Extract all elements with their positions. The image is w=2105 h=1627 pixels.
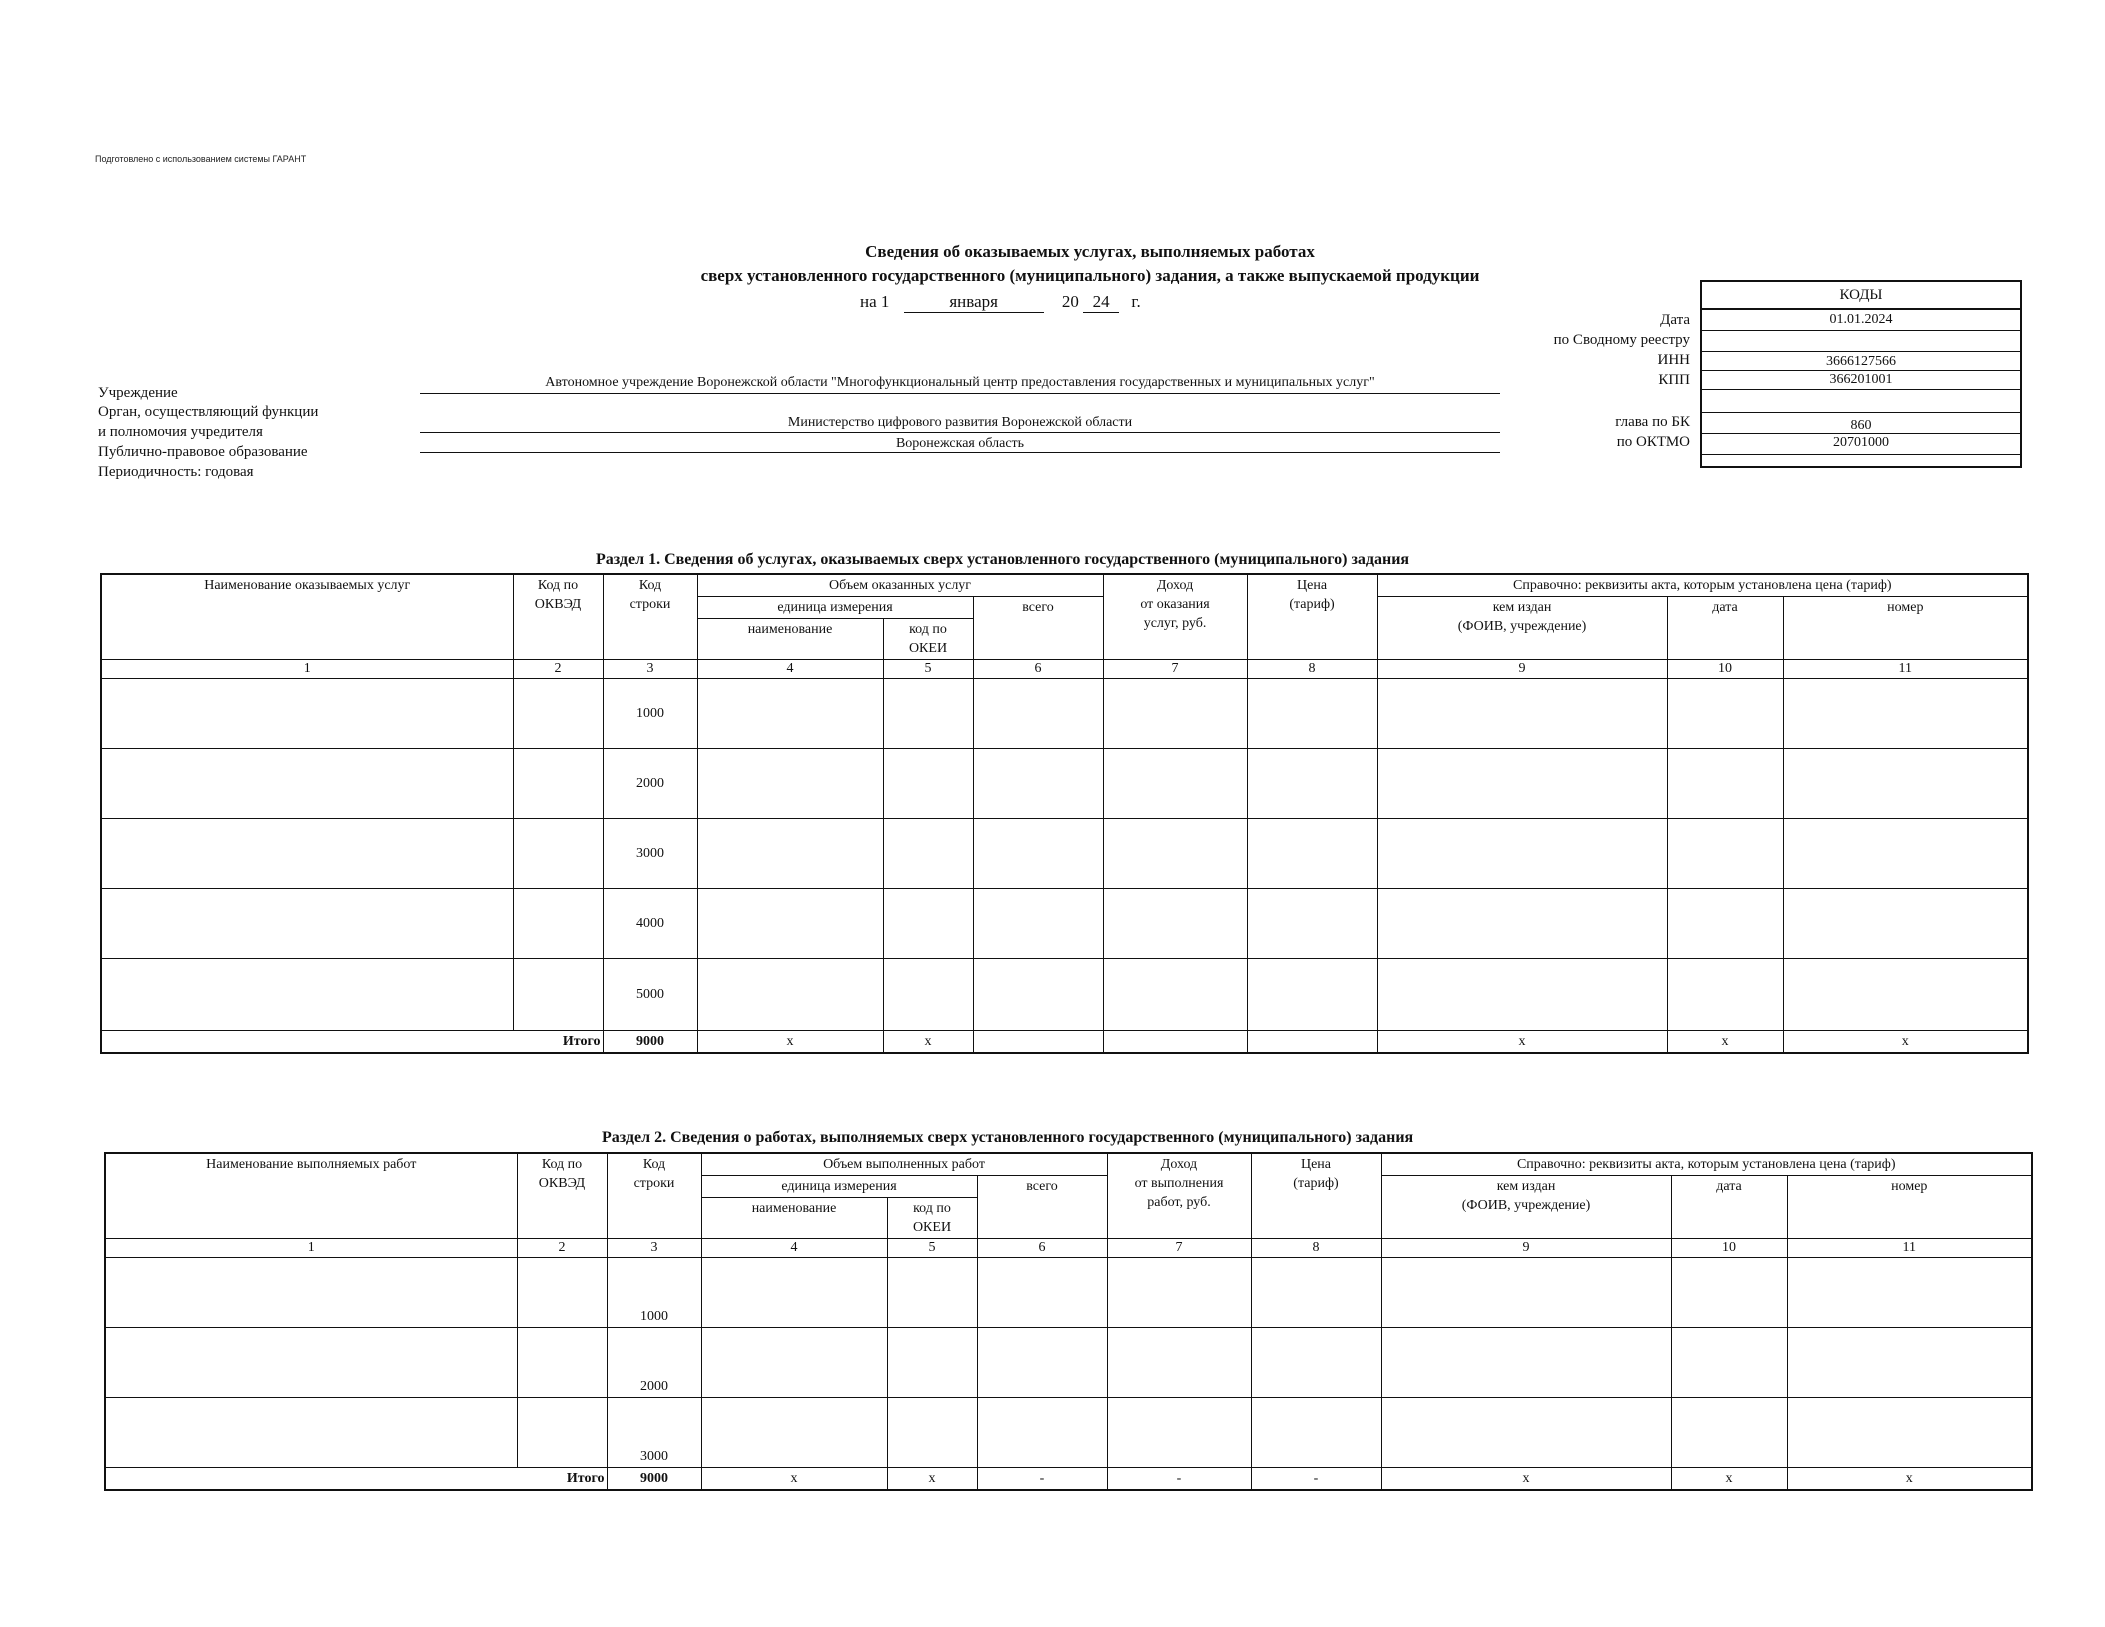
s1-r1-c11[interactable] — [1783, 679, 2028, 749]
report-date-line — [860, 292, 1141, 313]
s2-r3-c10[interactable] — [1671, 1398, 1787, 1468]
s1-col-number: номер — [1783, 597, 2028, 660]
institution-underline — [420, 393, 1500, 394]
s1-r4-c11[interactable] — [1783, 889, 2028, 959]
s2-col-okved — [517, 1153, 607, 1239]
s1-r1-code: 1000 — [603, 679, 697, 749]
oktmo-label: по ОКТМО — [1616, 434, 1690, 450]
s2-col-price-2: (тариф) — [1293, 1176, 1339, 1191]
bk-label: глава по БК — [1615, 414, 1690, 430]
s2-r3-c7[interactable] — [1107, 1398, 1251, 1468]
s1-col-issuer — [1377, 597, 1667, 660]
s2-r1-name[interactable] — [105, 1258, 517, 1328]
s2-num-8: 8 — [1251, 1239, 1381, 1258]
s1-r2-c7[interactable] — [1103, 749, 1247, 819]
s2-r3-c6[interactable] — [977, 1398, 1107, 1468]
codes-date: 01.01.2024 — [1702, 310, 2020, 331]
s2-r2-okved[interactable] — [517, 1328, 607, 1398]
institution-value: Автономное учреждение Воронежской области "Многофункциональный центр предоставления государственных и муниципальных услуг" — [545, 375, 1375, 390]
s1-r5-c11[interactable] — [1783, 959, 2028, 1031]
s1-total-c9: x — [1377, 1031, 1667, 1054]
s2-col-okved-1: Код по — [541, 1157, 583, 1172]
s2-r1-c11[interactable] — [1787, 1258, 2032, 1328]
s2-num-1: 1 — [105, 1239, 517, 1258]
s2-r1-c5[interactable] — [887, 1258, 977, 1328]
s2-r2-code: 2000 — [607, 1328, 701, 1398]
s1-col-okved-2: ОКВЭД — [534, 597, 582, 612]
municipality-label: Публично-правовое образование — [98, 444, 308, 460]
garant-note: Подготовлено с использованием системы ГАРАНТ — [95, 154, 307, 164]
s2-total-c8: - — [1251, 1468, 1381, 1491]
s1-col-issuer-1: кем издан — [1492, 600, 1552, 615]
s1-col-okved — [513, 574, 603, 660]
periodicity-label: Периодичность: годовая — [98, 464, 254, 480]
date-label: Дата — [1660, 312, 1690, 328]
s1-r4-c6[interactable] — [973, 889, 1103, 959]
date-month: января — [904, 292, 1044, 313]
s1-col-unit: единица измерения — [697, 597, 973, 619]
s2-total-c6: - — [977, 1468, 1107, 1491]
s2-r1-c10[interactable] — [1671, 1258, 1787, 1328]
s1-r2-code: 2000 — [603, 749, 697, 819]
s2-total-c10: x — [1671, 1468, 1787, 1491]
s1-r1-c9[interactable] — [1377, 679, 1667, 749]
s1-number-row — [101, 660, 2028, 679]
s1-r5-c4[interactable] — [697, 959, 883, 1031]
s2-col-okei-2: ОКЕИ — [912, 1220, 952, 1235]
s2-num-7: 7 — [1107, 1239, 1251, 1258]
s2-col-price — [1251, 1153, 1381, 1239]
s2-num-10: 10 — [1671, 1239, 1787, 1258]
s1-r4-name[interactable] — [101, 889, 513, 959]
s1-r2-c5[interactable] — [883, 749, 973, 819]
s2-r1-c4[interactable] — [701, 1258, 887, 1328]
s1-r3-okved[interactable] — [513, 819, 603, 889]
s2-num-2: 2 — [517, 1239, 607, 1258]
s1-r1-c8[interactable] — [1247, 679, 1377, 749]
s2-num-9: 9 — [1381, 1239, 1671, 1258]
s2-col-ref: Справочно: реквизиты акта, которым установлена цена (тариф) — [1381, 1153, 2032, 1176]
s1-r2-c9[interactable] — [1377, 749, 1667, 819]
s2-r2-c7[interactable] — [1107, 1328, 1251, 1398]
s1-total-c6 — [973, 1031, 1103, 1054]
page-title-line2: сверх установленного государственного (муниципального) задания, а также выпускаемой продукции — [700, 266, 1480, 285]
s1-r5-code: 5000 — [603, 959, 697, 1031]
codes-empty — [1702, 390, 2020, 413]
s1-r5-name[interactable] — [101, 959, 513, 1031]
s2-col-unit-name: наименование — [701, 1198, 887, 1239]
section1-table — [100, 573, 2029, 1054]
s1-num-3: 3 — [603, 660, 697, 679]
s1-col-income-3: услуг, руб. — [1143, 616, 1207, 631]
codes-inn: 3666127566 — [1702, 352, 2020, 371]
s2-number-row — [105, 1239, 2032, 1258]
s2-total-c4: x — [701, 1468, 887, 1491]
s2-total-c7: - — [1107, 1468, 1251, 1491]
table-row — [105, 1398, 2032, 1468]
s2-col-income — [1107, 1153, 1251, 1239]
s1-r5-c9[interactable] — [1377, 959, 1667, 1031]
s1-r1-c10[interactable] — [1667, 679, 1783, 749]
s1-r4-c4[interactable] — [697, 889, 883, 959]
s1-r1-okved[interactable] — [513, 679, 603, 749]
s1-r5-c10[interactable] — [1667, 959, 1783, 1031]
s1-r2-c8[interactable] — [1247, 749, 1377, 819]
s2-total-label: Итого — [105, 1468, 607, 1491]
s1-header-row-1 — [101, 574, 2028, 597]
s1-total-c7 — [1103, 1031, 1247, 1054]
table-row — [101, 819, 2028, 889]
codes-bk: 860 — [1702, 413, 2020, 434]
s1-r3-c11[interactable] — [1783, 819, 2028, 889]
s2-r2-c10[interactable] — [1671, 1328, 1787, 1398]
municipality-value: Воронежская область — [895, 436, 1025, 451]
s1-r2-c10[interactable] — [1667, 749, 1783, 819]
s2-r1-code: 1000 — [607, 1258, 701, 1328]
s2-r1-okved[interactable] — [517, 1258, 607, 1328]
date-year-suffix: 24 — [1083, 292, 1119, 313]
s1-col-okved-1: Код по — [537, 578, 579, 593]
s1-col-name: Наименование оказываемых услуг — [101, 574, 513, 660]
s2-col-okei-1: код по — [913, 1201, 951, 1216]
s1-r3-c4[interactable] — [697, 819, 883, 889]
s2-r1-c7[interactable] — [1107, 1258, 1251, 1328]
date-year-prefix: 20 — [1061, 292, 1079, 311]
s1-total-code: 9000 — [603, 1031, 697, 1054]
s1-num-5: 5 — [883, 660, 973, 679]
s1-col-price-1: Цена — [1297, 578, 1328, 593]
s1-r3-c10[interactable] — [1667, 819, 1783, 889]
institution-label: Учреждение — [98, 385, 178, 401]
s1-r1-c6[interactable] — [973, 679, 1103, 749]
s1-num-4: 4 — [697, 660, 883, 679]
s2-r2-c4[interactable] — [701, 1328, 887, 1398]
s2-num-4: 4 — [701, 1239, 887, 1258]
s2-col-issuer — [1381, 1176, 1671, 1239]
s1-r3-c6[interactable] — [973, 819, 1103, 889]
s1-num-8: 8 — [1247, 660, 1377, 679]
table-row — [101, 959, 2028, 1031]
s1-col-income-2: от оказания — [1140, 597, 1210, 612]
s2-total-c9: x — [1381, 1468, 1671, 1491]
table-row — [101, 749, 2028, 819]
s2-num-3: 3 — [607, 1239, 701, 1258]
s2-r2-c9[interactable] — [1381, 1328, 1671, 1398]
kpp-label: КПП — [1658, 372, 1690, 388]
s2-total-c5: x — [887, 1468, 977, 1491]
s1-r3-c7[interactable] — [1103, 819, 1247, 889]
s1-r5-c6[interactable] — [973, 959, 1103, 1031]
s2-num-6: 6 — [977, 1239, 1107, 1258]
s1-col-income-1: Доход — [1156, 578, 1194, 593]
s1-r2-c6[interactable] — [973, 749, 1103, 819]
s2-r1-c6[interactable] — [977, 1258, 1107, 1328]
codes-header: КОДЫ — [1702, 282, 2020, 310]
s1-r1-c4[interactable] — [697, 679, 883, 749]
section2-title: Раздел 2. Сведения о работах, выполняемых сверх установленного государственного (муниципального) задания — [602, 1129, 1414, 1146]
founder-label-2: и полномочия учредителя — [98, 424, 263, 440]
s2-col-unit: единица измерения — [701, 1176, 977, 1198]
s1-col-issuer-2: (ФОИВ, учреждение) — [1457, 619, 1587, 634]
s1-total-c5: x — [883, 1031, 973, 1054]
table-row — [101, 889, 2028, 959]
s1-num-1: 1 — [101, 660, 513, 679]
codes-registry — [1702, 331, 2020, 352]
s2-r3-c9[interactable] — [1381, 1398, 1671, 1468]
s1-num-9: 9 — [1377, 660, 1667, 679]
s1-r5-okved[interactable] — [513, 959, 603, 1031]
s1-num-11: 11 — [1783, 660, 2028, 679]
s1-r2-okved[interactable] — [513, 749, 603, 819]
s2-r3-c8[interactable] — [1251, 1398, 1381, 1468]
section1-title: Раздел 1. Сведения об услугах, оказываемых сверх установленного государственного (муниципального) задания — [596, 551, 1410, 568]
s1-col-line — [603, 574, 697, 660]
s1-col-okei-1: код по — [909, 622, 947, 637]
s2-num-5: 5 — [887, 1239, 977, 1258]
s1-num-6: 6 — [973, 660, 1103, 679]
s2-col-issuer-1: кем издан — [1496, 1179, 1556, 1194]
s2-r3-code: 3000 — [607, 1398, 701, 1468]
s1-num-10: 10 — [1667, 660, 1783, 679]
s1-col-ref: Справочно: реквизиты акта, которым установлена цена (тариф) — [1377, 574, 2028, 597]
s2-r2-c11[interactable] — [1787, 1328, 2032, 1398]
registry-label: по Сводному реестру — [1553, 332, 1690, 348]
inn-label: ИНН — [1657, 352, 1690, 368]
s2-r2-c8[interactable] — [1251, 1328, 1381, 1398]
s1-col-price-2: (тариф) — [1289, 597, 1335, 612]
s1-total-c4: x — [697, 1031, 883, 1054]
s2-r3-okved[interactable] — [517, 1398, 607, 1468]
s1-r3-c9[interactable] — [1377, 819, 1667, 889]
s2-col-line — [607, 1153, 701, 1239]
s1-total-row — [101, 1031, 2028, 1054]
table-row — [105, 1258, 2032, 1328]
s1-r5-c7[interactable] — [1103, 959, 1247, 1031]
s1-col-date: дата — [1667, 597, 1783, 660]
s1-r4-c10[interactable] — [1667, 889, 1783, 959]
s1-r3-c5[interactable] — [883, 819, 973, 889]
s1-col-volume: Объем оказанных услуг — [697, 574, 1103, 597]
s2-col-date: дата — [1671, 1176, 1787, 1239]
founder-value: Министерство цифрового развития Воронежской области — [787, 415, 1133, 430]
s1-r4-c5[interactable] — [883, 889, 973, 959]
s2-col-total: всего — [977, 1176, 1107, 1239]
s1-col-income — [1103, 574, 1247, 660]
s1-r2-name[interactable] — [101, 749, 513, 819]
s1-col-okei-2: ОКЕИ — [908, 641, 948, 656]
date-prefix: на 1 — [860, 292, 890, 311]
s1-num-2: 2 — [513, 660, 603, 679]
s1-r4-c9[interactable] — [1377, 889, 1667, 959]
s1-total-c10: x — [1667, 1031, 1783, 1054]
s2-r1-c8[interactable] — [1251, 1258, 1381, 1328]
s1-r3-code: 3000 — [603, 819, 697, 889]
s2-r3-c11[interactable] — [1787, 1398, 2032, 1468]
s2-r3-c5[interactable] — [887, 1398, 977, 1468]
s2-col-income-2: от выполнения — [1134, 1176, 1224, 1191]
s2-r2-name[interactable] — [105, 1328, 517, 1398]
codes-oktmo: 20701000 — [1702, 434, 2020, 455]
founder-underline — [420, 432, 1500, 433]
s1-r4-c7[interactable] — [1103, 889, 1247, 959]
s2-r2-c5[interactable] — [887, 1328, 977, 1398]
s1-r5-c5[interactable] — [883, 959, 973, 1031]
section2-table — [104, 1152, 2033, 1491]
s2-total-c11: x — [1787, 1468, 2032, 1491]
s2-total-row — [105, 1468, 2032, 1491]
date-suffix: г. — [1131, 292, 1141, 311]
s1-r5-c8[interactable] — [1247, 959, 1377, 1031]
s2-col-name: Наименование выполняемых работ — [105, 1153, 517, 1239]
s1-total-c11: x — [1783, 1031, 2028, 1054]
s1-total-label: Итого — [101, 1031, 603, 1054]
s2-col-line-2: строки — [633, 1176, 675, 1191]
municipality-underline — [420, 452, 1500, 453]
s1-r3-name[interactable] — [101, 819, 513, 889]
s1-r4-code: 4000 — [603, 889, 697, 959]
s2-col-okei — [887, 1198, 977, 1239]
s2-col-line-1: Код — [642, 1157, 666, 1172]
s1-col-unit-name: наименование — [697, 619, 883, 660]
s1-col-line-1: Код — [638, 578, 662, 593]
page-title-line1: Сведения об оказываемых услугах, выполняемых работах — [865, 242, 1315, 261]
s1-r2-c11[interactable] — [1783, 749, 2028, 819]
s1-total-c8 — [1247, 1031, 1377, 1054]
s2-header-row-1 — [105, 1153, 2032, 1176]
s2-col-income-1: Доход — [1160, 1157, 1198, 1172]
s1-r1-c5[interactable] — [883, 679, 973, 749]
s1-r3-c8[interactable] — [1247, 819, 1377, 889]
s2-r2-c6[interactable] — [977, 1328, 1107, 1398]
founder-label-1: Орган, осуществляющий функции — [98, 404, 319, 420]
s2-r1-c9[interactable] — [1381, 1258, 1671, 1328]
s1-r1-name[interactable] — [101, 679, 513, 749]
s2-col-issuer-2: (ФОИВ, учреждение) — [1461, 1198, 1591, 1213]
s2-col-number: номер — [1787, 1176, 2032, 1239]
codes-box — [1700, 280, 2022, 468]
s2-num-11: 11 — [1787, 1239, 2032, 1258]
table-row — [105, 1328, 2032, 1398]
s1-r4-c8[interactable] — [1247, 889, 1377, 959]
s2-col-income-3: работ, руб. — [1147, 1195, 1211, 1210]
s1-num-7: 7 — [1103, 660, 1247, 679]
s1-col-line-2: строки — [629, 597, 671, 612]
s1-r4-okved[interactable] — [513, 889, 603, 959]
s2-col-okved-2: ОКВЭД — [538, 1176, 586, 1191]
codes-kpp: 366201001 — [1702, 371, 2020, 390]
s1-col-price — [1247, 574, 1377, 660]
s2-r3-name[interactable] — [105, 1398, 517, 1468]
s2-col-volume: Объем выполненных работ — [701, 1153, 1107, 1176]
table-row — [101, 679, 2028, 749]
s2-col-price-1: Цена — [1300, 1157, 1332, 1172]
s2-r3-c4[interactable] — [701, 1398, 887, 1468]
s1-r1-c7[interactable] — [1103, 679, 1247, 749]
s2-total-code: 9000 — [607, 1468, 701, 1491]
s1-col-okei — [883, 619, 973, 660]
s1-r2-c4[interactable] — [697, 749, 883, 819]
s1-col-total: всего — [973, 597, 1103, 660]
